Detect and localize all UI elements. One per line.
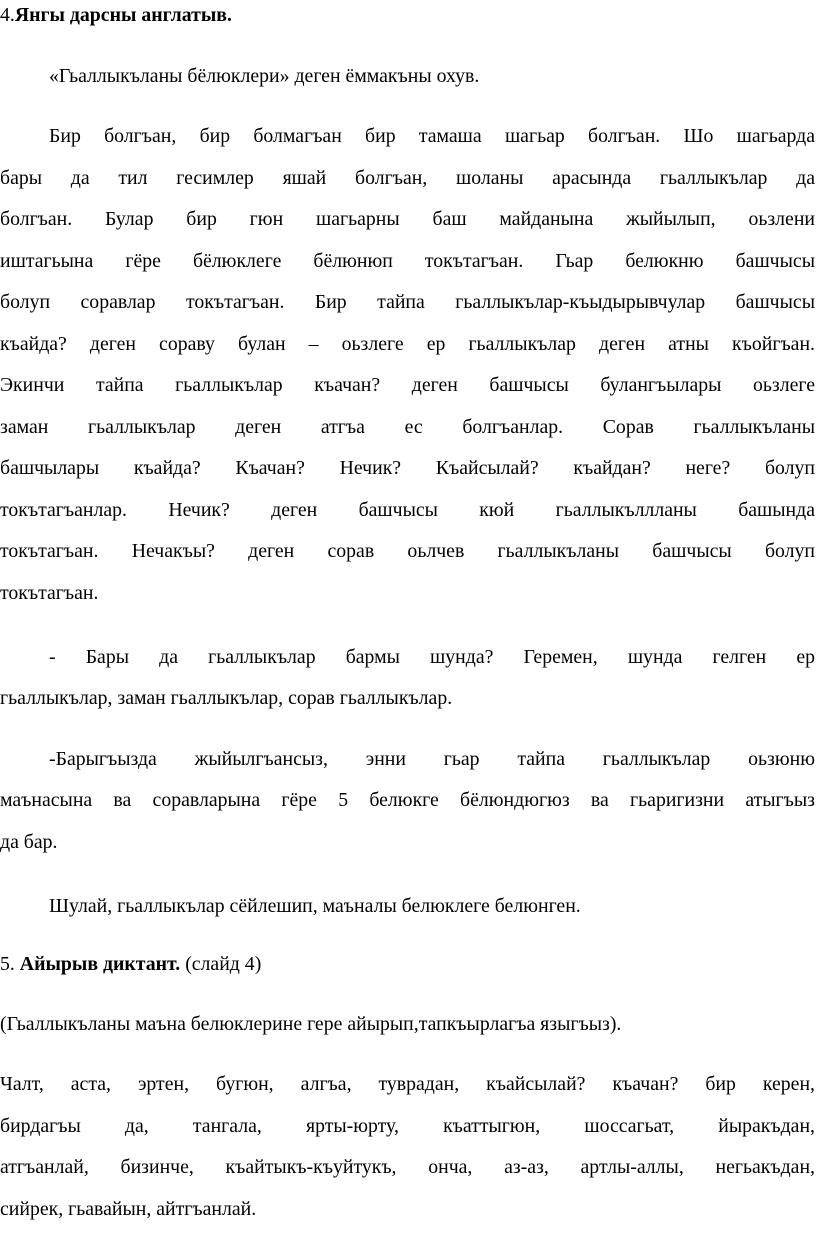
section-5-title: Айырыв диктант. (19, 953, 181, 975)
paragraph-3-line: маънасына ва соравларына гёре 5 белюкге бёлюндюгюз ва гьаригизни атыгъыз (0, 789, 815, 811)
dictation-line: сийрек, гьавайын, айтгъанлай. (0, 1198, 257, 1220)
dictation-line: Чалт, аста, эртен, бугюн, алгъа, туврадан, къайсылай? къачан? бир керен, (0, 1073, 815, 1095)
section-4-number: 4. (0, 4, 15, 26)
paragraph-1-line: токътагъанлар. Нечик? деген башчысы кюй гьаллыкъллланы башында (0, 499, 815, 521)
paragraph-1-line: болгъан. Булар бир гюн шагьарны баш майданына жыйылып, оьзлени (0, 208, 815, 230)
section-5-number: 5. (0, 953, 15, 975)
paragraph-1-line: токътагъан. Нечакъы? деген сорав оьлчев гьаллыкъланы башчысы болуп (0, 540, 815, 562)
paragraph-2-line: - Бары да гьаллыкълар бармы шунда? Геремен, шунда гелген ер (49, 646, 815, 668)
dictation-line: атгъанлай, бизинче, къайтыкъ-къуйтукъ, онча, аз-аз, артлы-аллы, негьакъдан, (0, 1156, 815, 1178)
section-5-heading (0, 952, 261, 976)
paragraph-1-line: башчылары къайда? Къачан? Нечик? Къайсылай? къайдан? неге? болуп (0, 457, 815, 479)
paragraph-3-line: -Барыгъызда жыйылгъансыз, энни гьар тайпа гьаллыкълар оьзюню (49, 748, 815, 770)
paragraph-1-line: Бир болгъан, бир болмагъан бир тамаша шагьар болгъан. Шо шагьарда (49, 125, 815, 147)
paragraph-2-line: гьаллыкълар, заман гьаллыкълар, сорав гьаллыкълар. (0, 687, 453, 709)
paragraph-1-line: токътагъан. (0, 582, 99, 604)
section-4-heading (0, 3, 232, 27)
paragraph-1-line: иштагьына гёре бёлюклеге бёлюнюп токътагъан. Гьар белюкню башчысы (0, 250, 815, 272)
section-4-subtitle: «Гьаллыкъланы бёлюклери» деген ёммакъны охув. (49, 65, 480, 87)
paragraph-3-line: да бар. (0, 831, 58, 853)
section-5-instruction: (Гьаллыкъланы маъна белюклерине гере айырып,тапкъырлагъа языгъыз). (0, 1013, 622, 1035)
paragraph-1-line: Экинчи тайпа гьаллыкълар къачан? деген башчысы булангъылары оьзлеге (0, 374, 815, 396)
section-4-title: Янгы дарсны англатыв. (14, 4, 232, 26)
dictation-line: бирдагъы да, тангала, ярты-юрту, къаттыгюн, шоссагьат, йыракъдан, (0, 1115, 815, 1137)
slide-note: (слайд 4) (185, 953, 262, 975)
paragraph-1-line: бары да тил гесимлер яшай болгъан, шоланы арасында гьаллыкълар да (0, 167, 815, 189)
paragraph-4: Шулай, гьаллыкълар сёйлешип, маъналы белюклеге белюнген. (49, 895, 581, 917)
paragraph-1-line: заман гьаллыкълар деген атгъа ес болгъанлар. Сорав гьаллыкъланы (0, 416, 815, 438)
paragraph-1-line: болуп соравлар токътагъан. Бир тайпа гьаллыкълар-къыдырывчулар башчысы (0, 291, 815, 313)
paragraph-1-line: къайда? деген сораву булан – оьзлеге ер гьаллыкълар деген атны къойгъан. (0, 333, 815, 355)
